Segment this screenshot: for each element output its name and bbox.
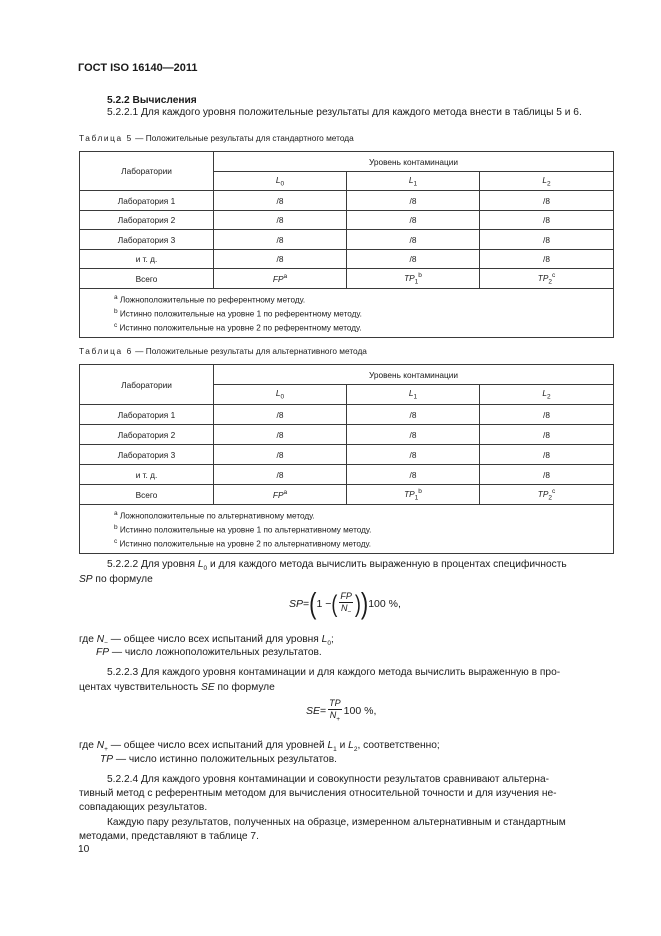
footnote: $^a$ Ложноположительные по референтному методу. — [114, 294, 306, 305]
formula-sp: SP = ( 1 − ( $\frac{FP}{N_-}$ ) ) 100 %, — [289, 586, 401, 621]
table6-caption-label: Таблица 6 — [79, 346, 133, 356]
row-label: Лаборатория 2 — [80, 211, 214, 230]
table-total-row — [80, 269, 614, 289]
table5-caption-text: — Положительные результаты для стандартного метода — [132, 133, 354, 143]
paragraph-5223-cont: центах чувствительность SE по формуле — [79, 682, 275, 693]
table6-header-level: $L_1$ — [347, 385, 480, 405]
paragraph-5224-line3: совпадающих результатов. — [79, 802, 208, 813]
row-label: Лаборатория 3 — [80, 445, 214, 465]
total-cell: $FP^a$ — [214, 485, 347, 505]
definition-n-minus: где $N_-$ — общее число всех испытаний для уровня $L_0$; — [79, 634, 334, 648]
table5-caption-label: Таблица 5 — [79, 133, 133, 143]
footnote: $^a$ Ложноположительные по альтернативному методу. — [114, 510, 315, 521]
cell: /8 — [347, 230, 480, 250]
table6-header-level-group: Уровень контаминации — [214, 365, 614, 385]
table5-header-level: $L_1$ — [347, 172, 480, 191]
paragraph-5224-line2: тивный метод с референтным методом для вычисления относительной точности и для изучения не- — [79, 788, 557, 799]
table5-footnotes — [80, 289, 614, 338]
paragraph-5224-line1: 5.2.2.4 Для каждого уровня контаминации и совокупности результатов сравнивают альтерна- — [107, 774, 550, 785]
section-heading: 5.2.2 Вычисления — [107, 95, 197, 106]
table-row — [80, 405, 614, 425]
total-cell: $TP_2^c$ — [480, 269, 614, 289]
cell: /8 — [214, 250, 347, 269]
cell: /8 — [480, 425, 614, 445]
cell: /8 — [214, 465, 347, 485]
table-row — [80, 250, 614, 269]
paren-open: ( — [309, 586, 317, 621]
cell: /8 — [214, 191, 347, 211]
cell: /8 — [480, 405, 614, 425]
cell: /8 — [347, 405, 480, 425]
fraction: $\frac{FP}{N_-}$ — [340, 591, 352, 616]
row-label: Лаборатория 1 — [80, 191, 214, 211]
footnote: $^c$ Истинно положительные на уровне 2 по референтному методу. — [114, 322, 362, 334]
paren-close: ) — [354, 590, 361, 618]
total-cell: $FP^a$ — [214, 269, 347, 289]
fraction: $\frac{TP}{N_+}$ — [329, 698, 341, 723]
footnote: $^b$ Истинно положительные на уровне 1 по альтернативному методу. — [114, 524, 372, 535]
row-label: и т. д. — [80, 465, 214, 485]
total-label: Всего — [80, 485, 214, 505]
paragraph-5223: 5.2.2.3 Для каждого уровня контаминации и для каждого метода вычислить выраженную в про- — [107, 667, 561, 678]
cell: /8 — [480, 445, 614, 465]
row-label: Лаборатория 2 — [80, 425, 214, 445]
table-row — [80, 230, 614, 250]
cell: /8 — [347, 191, 480, 211]
row-label: Лаборатория 1 — [80, 405, 214, 425]
table-row — [80, 211, 614, 230]
footnote: $^c$ Истинно положительные на уровне 2 по альтернативному методу. — [114, 538, 372, 550]
total-cell: $TP_1^b$ — [347, 485, 480, 505]
cell: /8 — [214, 405, 347, 425]
page-number: 10 — [78, 844, 90, 855]
cell: /8 — [347, 250, 480, 269]
table-total-row — [80, 485, 614, 505]
cell: /8 — [347, 445, 480, 465]
total-cell: $TP_2^c$ — [480, 485, 614, 505]
cell: /8 — [347, 211, 480, 230]
table6-caption-text: — Положительные результаты для альтернативного метода — [132, 346, 367, 356]
paren-close: ) — [360, 586, 369, 621]
paren-open: ( — [331, 590, 338, 618]
table6-caption — [79, 346, 367, 356]
table-row — [80, 465, 614, 485]
table-row — [80, 445, 614, 465]
row-label: Лаборатория 3 — [80, 230, 214, 250]
row-label: и т. д. — [80, 250, 214, 269]
total-label: Всего — [80, 269, 214, 289]
table6-header-labs: Лаборатории — [80, 365, 214, 405]
document-header: ГОСТ ISO 16140—2011 — [78, 62, 198, 74]
cell: /8 — [214, 230, 347, 250]
cell: /8 — [480, 211, 614, 230]
table-row — [80, 191, 614, 211]
paragraph-5221: 5.2.2.1 Для каждого уровня положительные результаты для каждого метода внести в таблицы 5 и 6. — [107, 107, 582, 118]
table6-header-level: $L_2$ — [480, 385, 614, 405]
table5 — [79, 151, 614, 338]
cell: /8 — [480, 465, 614, 485]
paragraph-last-line2: методами, представляют в таблице 7. — [79, 831, 259, 842]
formula-se: SE = $\frac{TP}{N_+}$ 100 %, — [306, 698, 377, 723]
cell: /8 — [214, 445, 347, 465]
paragraph-last-line1: Каждую пару результатов, полученных на образце, измеренном альтернативным и стандартным — [107, 817, 566, 828]
cell: /8 — [214, 211, 347, 230]
definition-tp: TP — число истинно положительных результатов. — [100, 754, 337, 765]
paragraph-5222: 5.2.2.2 Для уровня $L_0$ и для каждого метода вычислить выраженную в процентах специфичность — [107, 559, 567, 573]
definition-fp: FP — число ложноположительных результатов. — [96, 647, 322, 658]
table5-header-level: $L_2$ — [480, 172, 614, 191]
definition-n-plus: где $N_+$ — общее число всех испытаний для уровней $L_1$ и $L_2$, соответственно; — [79, 740, 440, 754]
table5-caption — [79, 133, 354, 143]
cell: /8 — [214, 425, 347, 445]
cell: /8 — [347, 425, 480, 445]
table-row — [80, 425, 614, 445]
footnote: $^b$ Истинно положительные на уровне 1 по референтному методу. — [114, 308, 362, 319]
table5-header-labs: Лаборатории — [80, 152, 214, 191]
table6 — [79, 364, 614, 554]
paragraph-5222-cont: SP по формуле — [79, 574, 153, 585]
table5-header-level: $L_0$ — [214, 172, 347, 191]
cell: /8 — [480, 191, 614, 211]
cell: /8 — [347, 465, 480, 485]
table6-header-level: $L_0$ — [214, 385, 347, 405]
cell: /8 — [480, 250, 614, 269]
cell: /8 — [480, 230, 614, 250]
total-cell: $TP_1^b$ — [347, 269, 480, 289]
table6-footnotes — [80, 505, 614, 554]
table5-header-level-group: Уровень контаминации — [214, 152, 614, 172]
